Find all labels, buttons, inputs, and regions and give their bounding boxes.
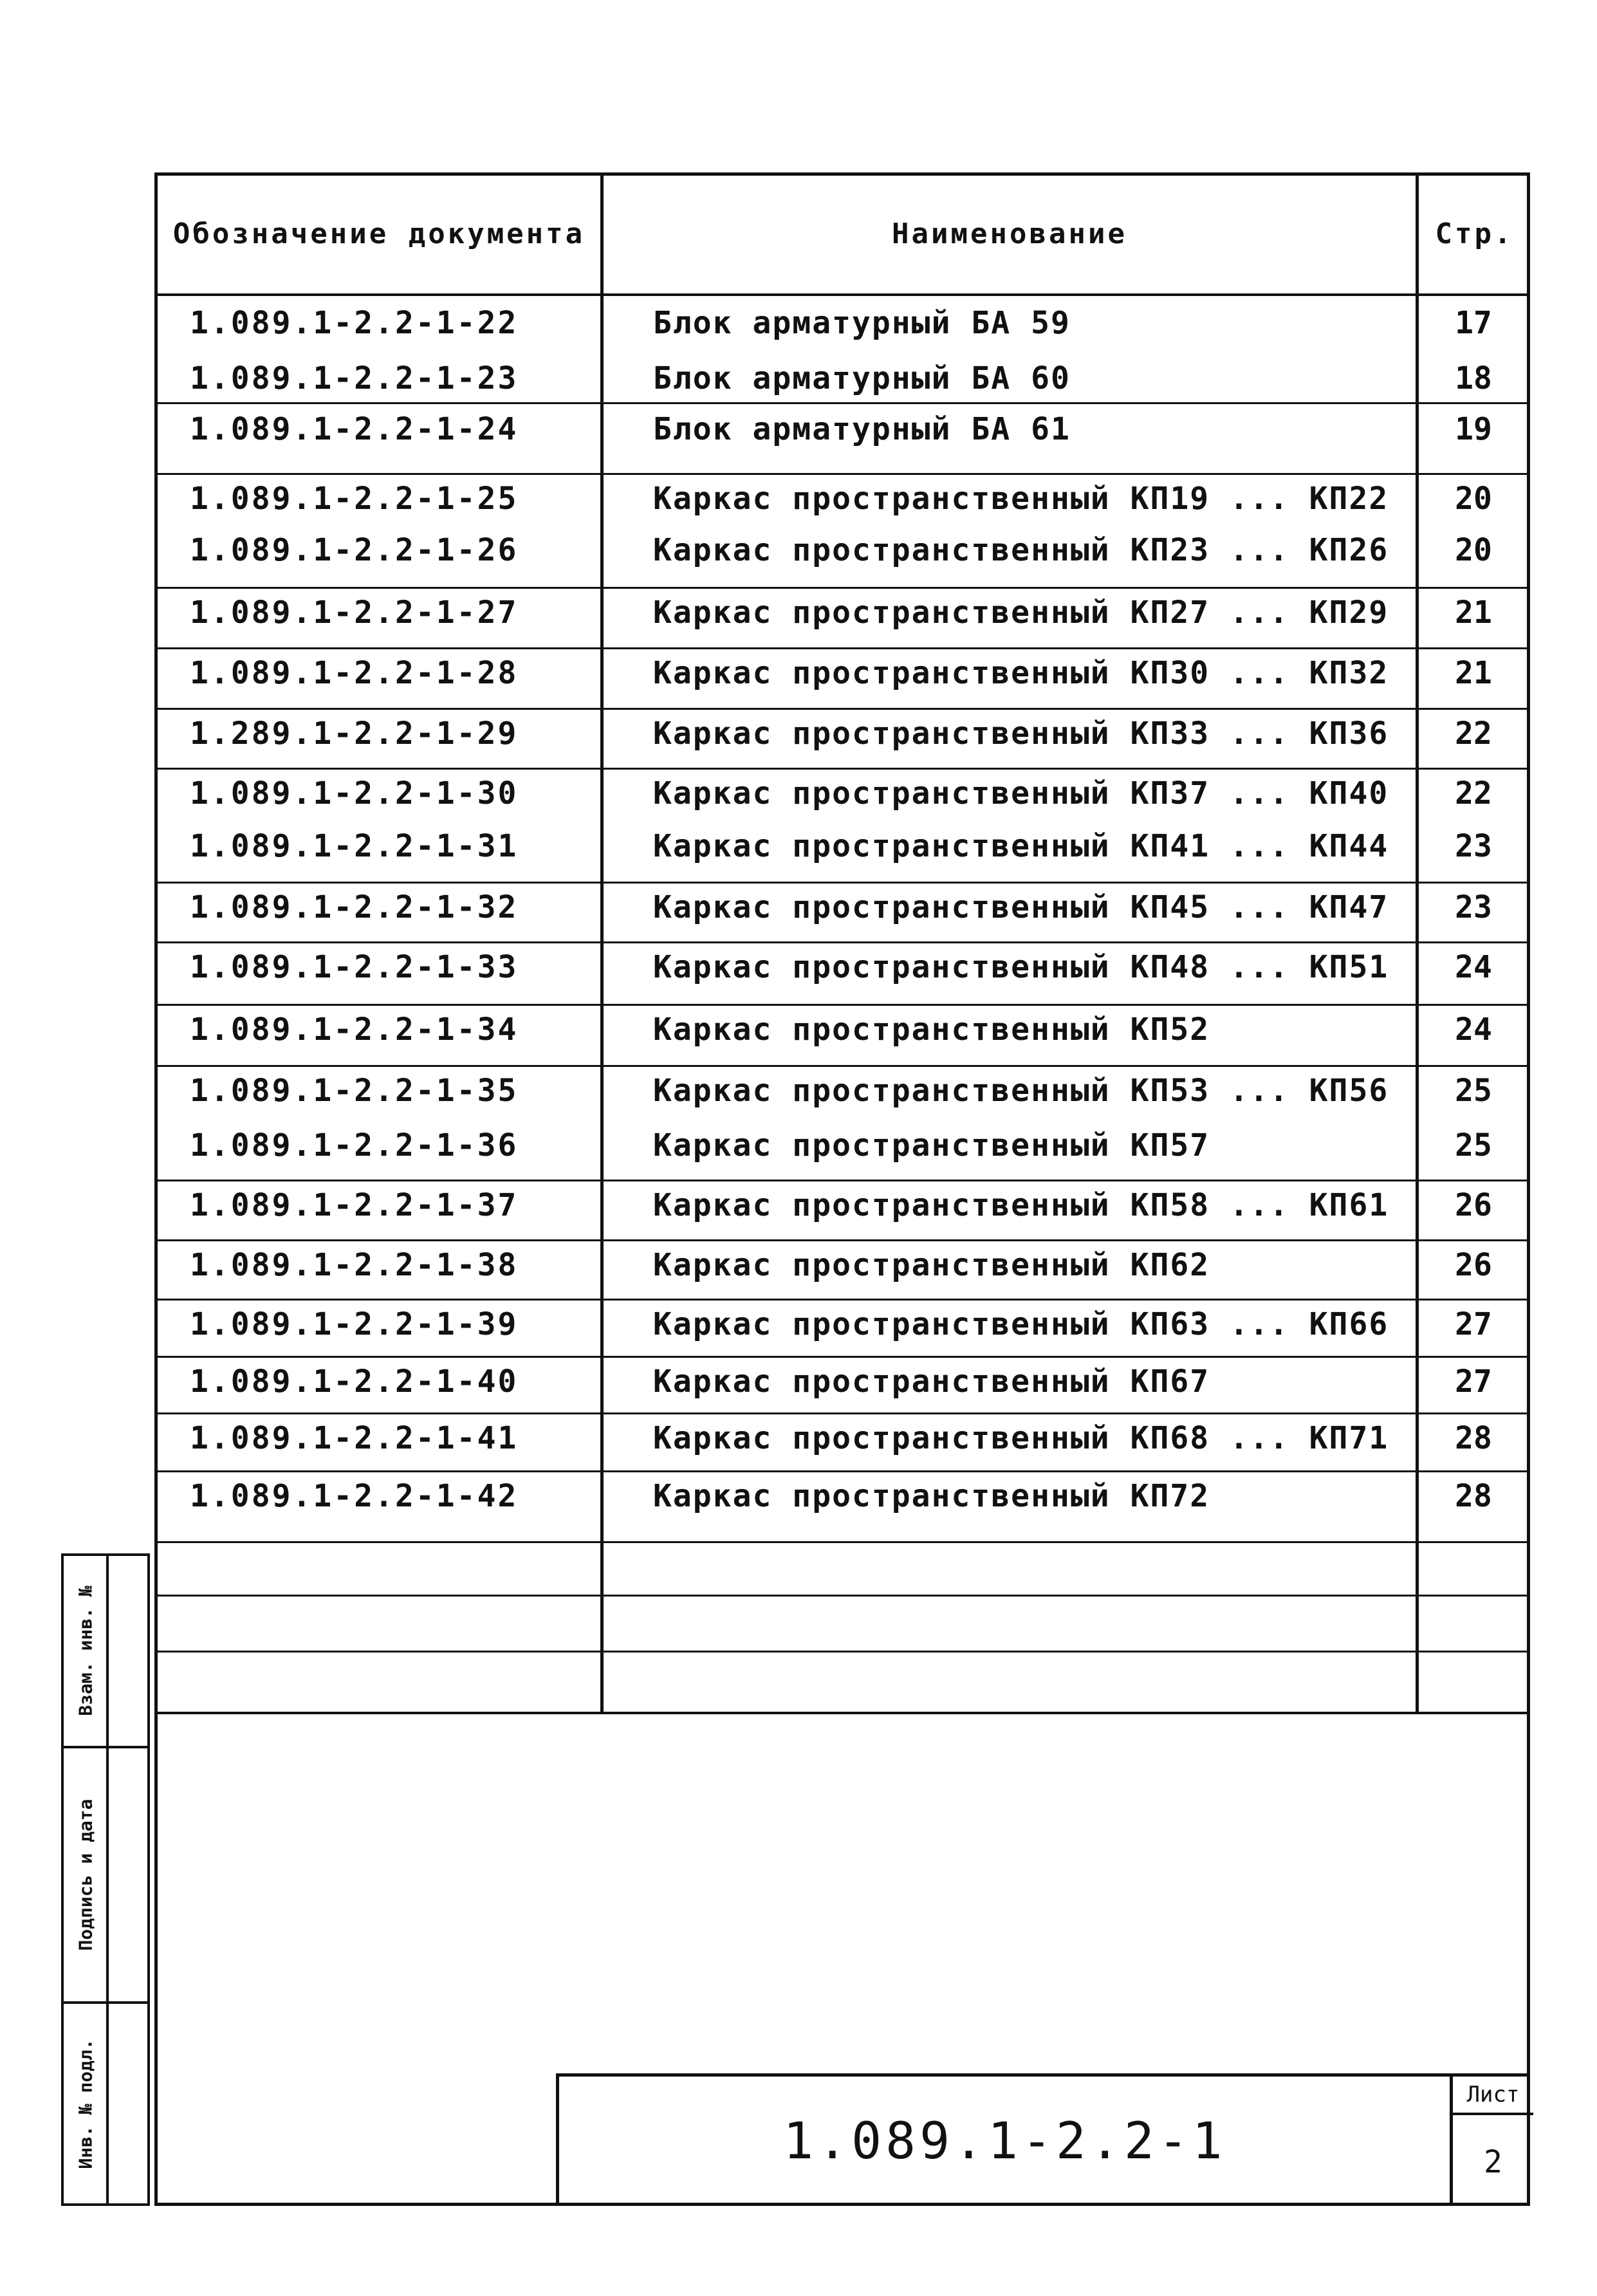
row-name: Блок арматурный БА 59 (653, 305, 1071, 341)
row-separator (154, 708, 1530, 710)
row-separator (154, 768, 1530, 770)
row-separator (154, 1356, 1530, 1358)
side-strip-divider (106, 1556, 109, 2203)
header-code: Обозначение документа (172, 217, 586, 250)
row-page: 20 (1455, 532, 1492, 568)
row-separator (154, 1239, 1530, 1241)
sheet-number: 2 (1484, 2144, 1502, 2180)
row-code: 1.089.1-2.2-1-42 (190, 1478, 519, 1514)
table-row (158, 524, 1527, 576)
row-page: 23 (1455, 828, 1492, 864)
row-code: 1.089.1-2.2-1-30 (190, 775, 519, 811)
table-row (158, 768, 1527, 819)
document-code: 1.089.1-2.2-1 (783, 2112, 1226, 2171)
table-row (158, 1065, 1527, 1116)
header-name: Наименование (892, 217, 1127, 250)
row-code: 1.089.1-2.2-1-37 (190, 1187, 519, 1223)
row-name: Каркас пространственный КП27 ... КП29 (653, 595, 1389, 631)
row-page: 26 (1455, 1247, 1492, 1283)
row-name: Каркас пространственный КП57 (653, 1127, 1210, 1163)
row-page: 21 (1455, 595, 1492, 631)
row-code: 1.089.1-2.2-1-26 (190, 532, 519, 568)
row-name: Каркас пространственный КП72 (653, 1478, 1210, 1514)
table-row (158, 1299, 1527, 1350)
row-code: 1.089.1-2.2-1-41 (190, 1420, 519, 1456)
row-name: Каркас пространственный КП33 ... КП36 (653, 716, 1389, 752)
row-code: 1.289.1-2.2-1-29 (190, 716, 519, 752)
table-row (158, 941, 1527, 993)
row-page: 19 (1455, 411, 1492, 447)
row-name: Каркас пространственный КП67 (653, 1364, 1210, 1400)
table-row (158, 403, 1527, 455)
row-separator (154, 882, 1530, 884)
table-row (158, 1120, 1527, 1171)
row-page: 18 (1455, 360, 1492, 396)
row-name: Блок арматурный БА 60 (653, 360, 1071, 396)
row-page: 28 (1455, 1420, 1492, 1456)
row-code: 1.089.1-2.2-1-33 (190, 949, 519, 985)
row-page: 22 (1455, 716, 1492, 752)
row-page: 21 (1455, 655, 1492, 691)
row-page: 24 (1455, 1012, 1492, 1048)
row-name: Каркас пространственный КП63 ... КП66 (653, 1306, 1389, 1342)
approval-side-strip (61, 1553, 150, 2206)
row-code: 1.089.1-2.2-1-36 (190, 1127, 519, 1163)
row-separator (154, 647, 1530, 649)
table-row (158, 1239, 1527, 1291)
row-code: 1.089.1-2.2-1-23 (190, 360, 519, 396)
header-page: Стр. (1435, 217, 1514, 250)
title-block (556, 2073, 1530, 2206)
row-name: Каркас пространственный КП62 (653, 1247, 1210, 1283)
side-label-inv-podl: Инв. № подл. (75, 2038, 97, 2169)
empty-row-line-2 (154, 1595, 1530, 1597)
row-separator (154, 1004, 1530, 1006)
row-name: Каркас пространственный КП41 ... КП44 (653, 828, 1389, 864)
row-page: 26 (1455, 1187, 1492, 1223)
table-row (158, 708, 1527, 759)
row-name: Каркас пространственный КП37 ... КП40 (653, 775, 1389, 811)
row-code: 1.089.1-2.2-1-38 (190, 1247, 519, 1283)
row-code: 1.089.1-2.2-1-25 (190, 481, 519, 517)
row-name: Каркас пространственный КП68 ... КП71 (653, 1420, 1389, 1456)
sheet-box (1450, 2077, 1533, 2206)
row-page: 25 (1455, 1073, 1492, 1109)
row-name: Каркас пространственный КП52 (653, 1012, 1210, 1048)
row-separator (154, 1412, 1530, 1414)
row-page: 17 (1455, 305, 1492, 341)
row-page: 22 (1455, 775, 1492, 811)
row-code: 1.089.1-2.2-1-28 (190, 655, 519, 691)
row-separator (154, 587, 1530, 589)
row-code: 1.089.1-2.2-1-32 (190, 889, 519, 925)
row-code: 1.089.1-2.2-1-39 (190, 1306, 519, 1342)
row-separator (154, 1470, 1530, 1472)
table-row (158, 882, 1527, 933)
sheet-label: Лист (1453, 2077, 1533, 2115)
table-row (158, 647, 1527, 699)
row-name: Каркас пространственный КП58 ... КП61 (653, 1187, 1389, 1223)
table-row (158, 587, 1527, 638)
row-page: 20 (1455, 481, 1492, 517)
table-row (158, 1470, 1527, 1522)
row-code: 1.089.1-2.2-1-27 (190, 595, 519, 631)
row-page: 27 (1455, 1306, 1492, 1342)
row-page: 27 (1455, 1364, 1492, 1400)
row-name: Каркас пространственный КП45 ... КП47 (653, 889, 1389, 925)
row-code: 1.089.1-2.2-1-35 (190, 1073, 519, 1109)
table-row (158, 1180, 1527, 1231)
row-separator (154, 941, 1530, 943)
row-code: 1.089.1-2.2-1-34 (190, 1012, 519, 1048)
row-separator (154, 402, 1530, 404)
row-name: Блок арматурный БА 61 (653, 411, 1071, 447)
side-label-inv-vzam: Взам. инв. № (75, 1586, 97, 1716)
table-row (158, 473, 1527, 524)
row-separator (154, 473, 1530, 475)
row-separator (154, 1299, 1530, 1301)
row-code: 1.089.1-2.2-1-24 (190, 411, 519, 447)
row-name: Каркас пространственный КП19 ... КП22 (653, 481, 1389, 517)
row-name: Каркас пространственный КП30 ... КП32 (653, 655, 1389, 691)
row-separator (154, 1065, 1530, 1067)
side-label-sign-date: Подпись и дата (75, 1799, 97, 1951)
table-row (158, 820, 1527, 872)
row-separator (154, 1180, 1530, 1181)
table-row (158, 1004, 1527, 1055)
row-page: 24 (1455, 949, 1492, 985)
row-page: 23 (1455, 889, 1492, 925)
row-page: 25 (1455, 1127, 1492, 1163)
row-code: 1.089.1-2.2-1-22 (190, 305, 519, 341)
row-name: Каркас пространственный КП48 ... КП51 (653, 949, 1389, 985)
table-bottom-line (154, 1712, 1530, 1714)
row-code: 1.089.1-2.2-1-40 (190, 1364, 519, 1400)
empty-row-line-3 (154, 1651, 1530, 1653)
row-name: Каркас пространственный КП23 ... КП26 (653, 532, 1389, 568)
table-row (158, 353, 1527, 404)
row-name: Каркас пространственный КП53 ... КП56 (653, 1073, 1389, 1109)
table-row (158, 297, 1527, 349)
row-page: 28 (1455, 1478, 1492, 1514)
table-row (158, 1356, 1527, 1407)
empty-row-line-1 (154, 1541, 1530, 1543)
table-row (158, 1412, 1527, 1464)
row-code: 1.089.1-2.2-1-31 (190, 828, 519, 864)
